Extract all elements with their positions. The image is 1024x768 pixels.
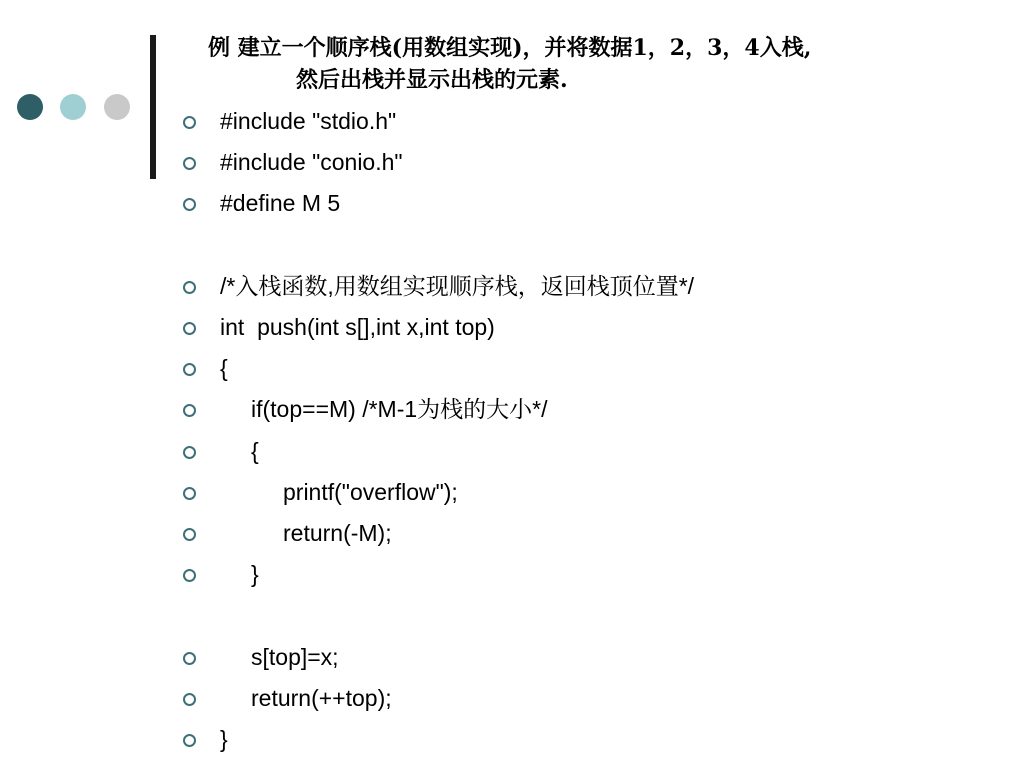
code-line bbox=[0, 310, 1024, 351]
bullet-circle-icon bbox=[183, 157, 196, 170]
bullet-circle-icon bbox=[183, 363, 196, 376]
bullet-circle-icon bbox=[183, 652, 196, 665]
code-line-text: printf("overflow"); bbox=[283, 479, 458, 505]
code-line-text: { bbox=[220, 355, 228, 381]
code-line bbox=[0, 186, 1024, 227]
code-line bbox=[0, 681, 1024, 722]
code-line bbox=[0, 351, 1024, 392]
bullet-circle-icon bbox=[183, 322, 196, 335]
code-line-text: if(top==M) /*M-1为栈的大小*/ bbox=[251, 396, 548, 422]
code-line bbox=[0, 434, 1024, 475]
code-line-text: } bbox=[220, 726, 228, 752]
slide-title-line1: 例 建立一个顺序栈(用数组实现)，并将数据1，2，3，4入栈, bbox=[208, 35, 812, 61]
code-line-text: #include "stdio.h" bbox=[220, 108, 397, 134]
code-line bbox=[0, 516, 1024, 557]
code-line-text: } bbox=[251, 561, 259, 587]
code-line-text: s[top]=x; bbox=[251, 644, 339, 670]
blank-line bbox=[0, 228, 1024, 269]
code-line-text: #define M 5 bbox=[220, 190, 341, 216]
code-line-text: return(-M); bbox=[283, 520, 392, 546]
code-line-text: int push(int s[],int x,int top) bbox=[220, 314, 495, 340]
bullet-circle-icon bbox=[183, 404, 196, 417]
code-line-text: { bbox=[251, 438, 259, 464]
bullet-circle-icon bbox=[183, 734, 196, 747]
bullet-circle-icon bbox=[183, 446, 196, 459]
bullet-circle-icon bbox=[183, 281, 196, 294]
code-line bbox=[0, 640, 1024, 681]
code-line bbox=[0, 475, 1024, 516]
code-line bbox=[0, 145, 1024, 186]
blank-line bbox=[0, 598, 1024, 639]
bullet-circle-icon bbox=[183, 487, 196, 500]
code-line-text: /*入栈函数,用数组实现顺序栈，返回栈顶位置*/ bbox=[220, 273, 695, 299]
code-line bbox=[0, 557, 1024, 598]
code-line bbox=[0, 392, 1024, 433]
code-line bbox=[0, 104, 1024, 145]
bullet-circle-icon bbox=[183, 198, 196, 211]
bullet-circle-icon bbox=[183, 116, 196, 129]
code-line bbox=[0, 269, 1024, 310]
bullet-circle-icon bbox=[183, 528, 196, 541]
slide-title-line2: 然后出栈并显示出栈的元素. bbox=[296, 67, 568, 93]
code-line bbox=[0, 722, 1024, 763]
bullet-circle-icon bbox=[183, 693, 196, 706]
code-line-text: return(++top); bbox=[251, 685, 392, 711]
bullet-circle-icon bbox=[183, 569, 196, 582]
code-line-text: #include "conio.h" bbox=[220, 149, 403, 175]
